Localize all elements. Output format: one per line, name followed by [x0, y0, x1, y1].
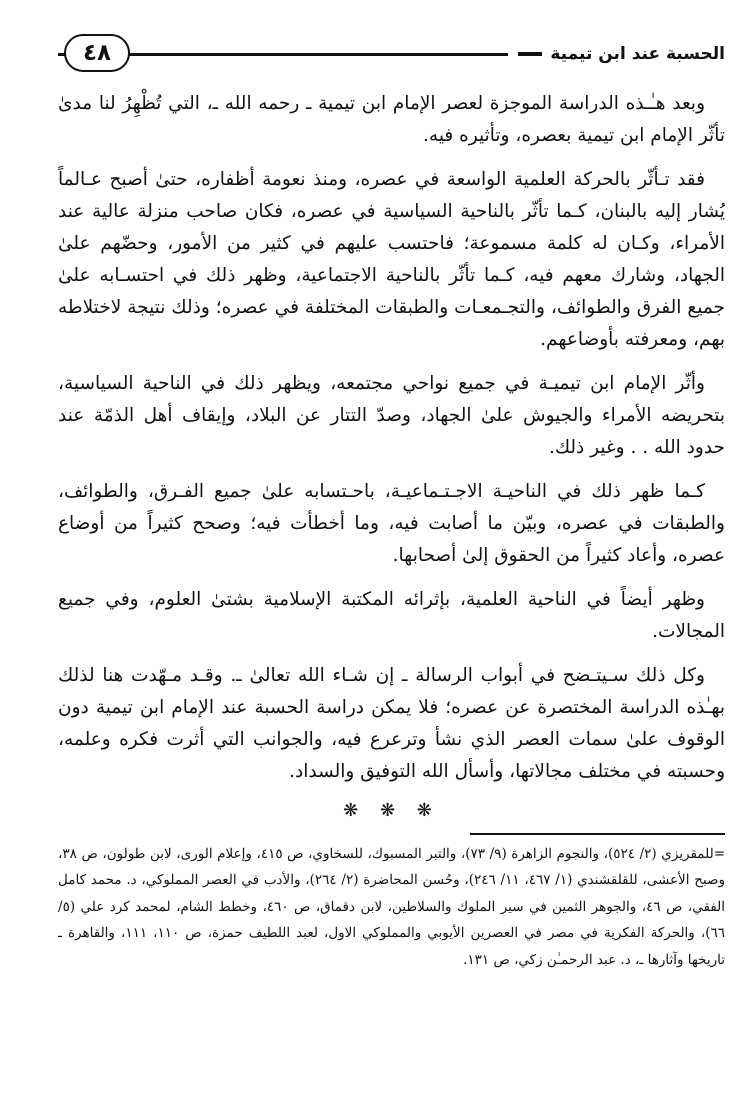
paragraph-5: وظهر أيضاً في الناحية العلمية، بإثرائه المكتبة الإسلامية بشتىٰ العلوم، وفي جميع المجالات. [58, 589, 725, 642]
paragraph-2: فقد تـأثّر بالحركة العلمية الواسعة في عصره، ومنذ نعومة أظفاره، حتىٰ أصبح عـالماً يُشار إليه بالبنان، كـما تأثّر بالناحية السياسية في عصره، فكان صاحب منزلة عالية عند الأمراء، وكـان له كلمة مسموعة؛ فاحتسب عليهم في كثير من الأمور، وحضّهم علىٰ الجهاد، وشارك معهم فيه، كـما تأثّر بالناحية الاجتماعية، وظهر ذلك في احتسـابه علىٰ جميع الفرق والطوائف، والتجـمعـات والطبقات المختلفة في عصره؛ وذلك نتيجة لاختلاطه بهم، ومعرفته بأوضاعهم. [58, 169, 725, 350]
footnote: =للمقريزي (٢/ ٥٢٤)، والنجوم الزاهرة (٩/ ٧٣)، والتبر المسبوك، للسخاوي، ص ٤١٥، وإعلام الورى، لابن طولون، ص ٣٨، وصبح الأعشى، للقلقشندي (١/ ٤٦٧، ١١/ ٢٤٦)، وحُسن المحاضرة (٢/ ٢٦٤)، والأدب في العصر المملوكي، د. محمد كامل الفقي، ص ٤٦، والجوهر الثمين في سير الملوك والسلاطين، لابن دقماق، ص ٤٦٠، وخطط الشام، لمحمد كرد علي (٥/ ٦٦)، والحركة الفكرية في مصر في العصرين الأيوبي والمملوكي الاول، لعبد اللطيف حمزة، ص ١١٠، ١١١، والقاهرة ـ تاريخها وآثارها ـ، د. عبد الرحمـٰن زكي، ص ١٣١. [58, 845, 726, 968]
paragraph-1: وبعد هـٰـذه الدراسة الموجزة لعصر الإمام ابن تيمية ـ رحمه الله ـ، التي تُظْهِرُ لنا مدىٰ تأثّر الإمام ابن تيمية بعصره، وتأثيره فيه. [58, 93, 725, 146]
paragraph-4: كـما ظهر ذلك في الناحيـة الاجـتـماعيـة، باحـتسابه علىٰ جميع الفـرق، والطوائف، والطبقات في عصره، وبيّن ما أصابت فيه، وما أخطأت فيه؛ وصحح كثيراً من أوضاع عصره، وأعاد كثيراً من الحقوق إلىٰ أصحابها. [58, 481, 725, 566]
footnote-rule [470, 833, 725, 835]
section-separator: ❋ ❋ ❋ [343, 800, 440, 821]
page-header [58, 32, 725, 76]
body-text [58, 88, 725, 788]
running-title: الحسبة عند ابن تيمية [508, 40, 725, 68]
paragraph-6: وكل ذلك سـيتـضح في أبواب الرسالة ـ إن شـاء الله تعالىٰ ـ. وقـد مـهّدت هنا لذلك بهـٰذه الدراسة المختصرة عن عصره؛ فلا يمكن دراسة الحسبة عند الإمام ابن تيمية دون الوقوف علىٰ سمات العصر الذي نشأ وترعرع فيه، والجوانب التي أثرت فكره وعلمه، وحسبته في مختلف مجالاتها، وأسأل الله التوفيق والسداد. [58, 665, 725, 782]
book-page [58, 32, 725, 1092]
page-number: ٤٨ [64, 34, 130, 72]
paragraph-3: وأثّر الإمام ابن تيميـة في جميع نواحي مجتمعه، ويظهر ذلك في الناحية السياسية، بتحريضه الأمراء والجيوش علىٰ الجهاد، وصدّ التتار عن البلاد، وإيقاف أهل الذمّة عند حدود الله . . وغير ذلك. [58, 373, 725, 458]
